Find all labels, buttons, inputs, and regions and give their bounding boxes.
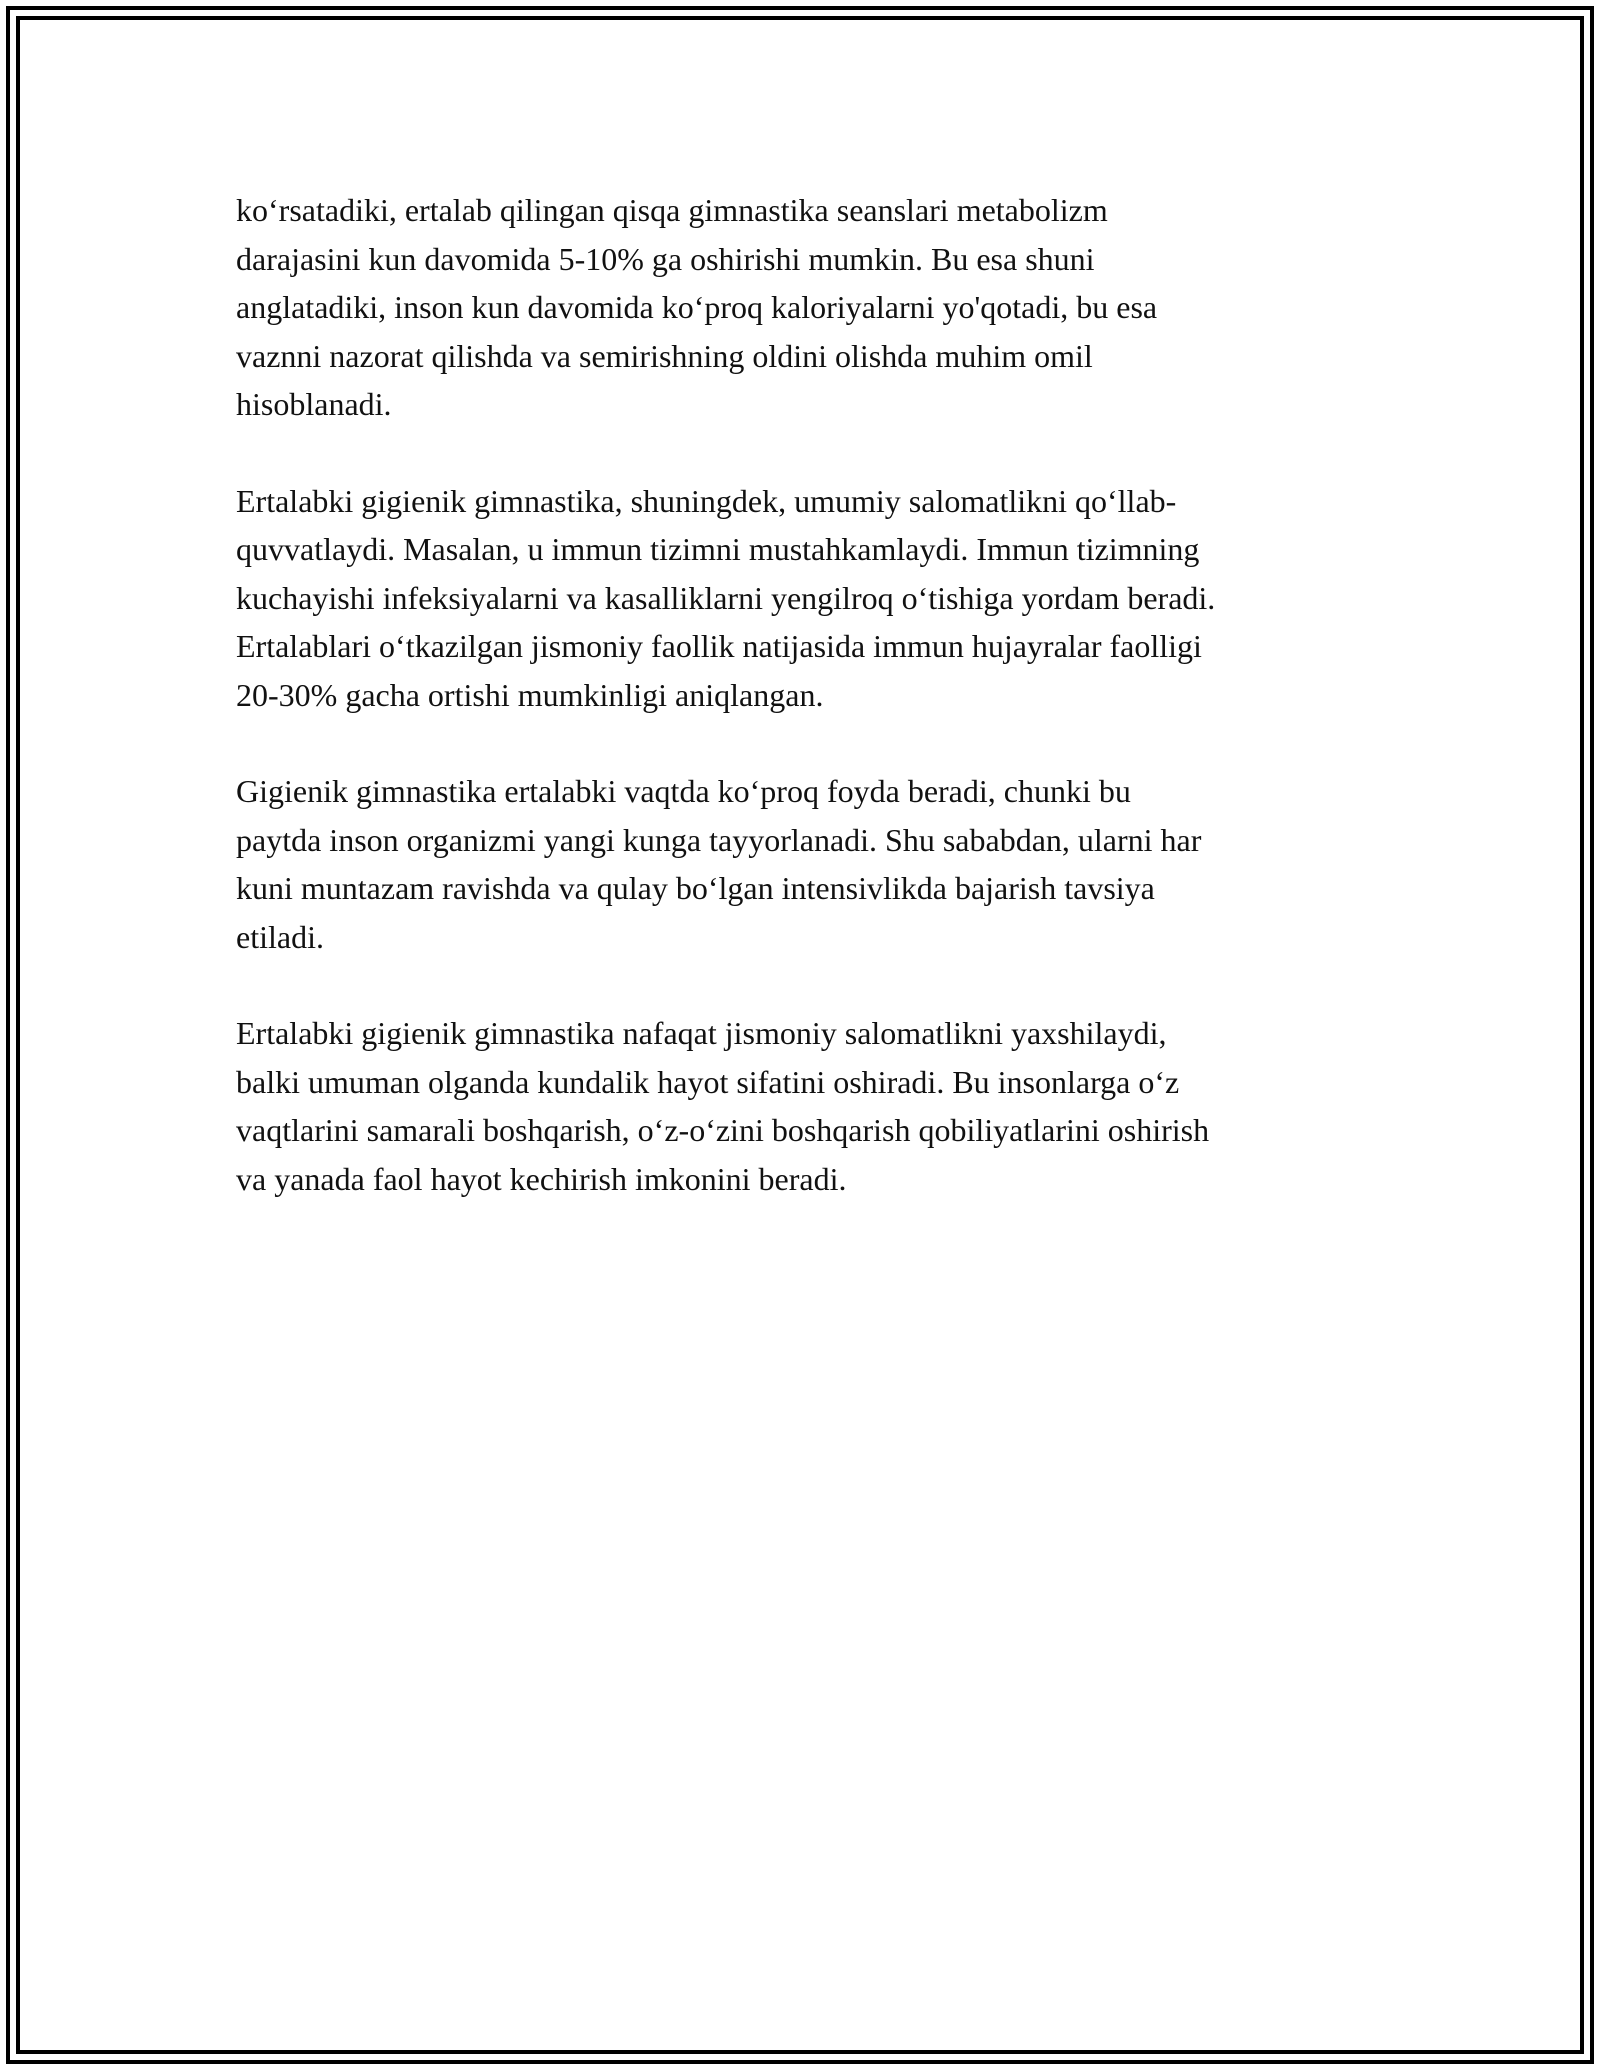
- document-body: [236, 186, 1376, 1251]
- paragraph-immune-system: Ertalabki gigienik gimnastika, shuningdek, umumiy salomatlikni qo‘llab- quvvatlaydi. Masalan, u immun tizimni mustahkamlaydi. Immun tizimning kuchayishi infeksiyalarni va kasalliklarni yengilroq o‘tishiga yordam beradi. Ertalablari o‘tkazilgan jismoniy faollik natijasida immun hujayralar faolligi 20-30% gacha ortishi mumkinligi aniqlangan.: [236, 482, 1216, 713]
- paragraph-morning-timing: Gigienik gimnastika ertalabki vaqtda ko‘proq foyda beradi, chunki bu paytda inson organizmi yangi kunga tayyorlanadi. Shu sababdan, ularni har kuni muntazam ravishda va qulay bo‘lgan intensivlikda bajarish tavsiya etiladi.: [236, 773, 1202, 955]
- paragraph-metabolism: ko‘rsatadiki, ertalab qilingan qisqa gimnastika seanslari metabolizm darajasini kun davomida 5-10% ga oshirishi mumkin. Bu esa shuni anglatadiki, inson kun davomida ko‘proq kaloriyalarni yo'qotadi, bu esa vaznni nazorat qilishda va semirishning oldini olishda muhim omil hisoblanadi.: [236, 192, 1158, 422]
- paragraph-quality-of-life: Ertalabki gigienik gimnastika nafaqat jismoniy salomatlikni yaxshilaydi, balki umuman olganda kundalik hayot sifatini oshiradi. Bu insonlarga o‘z vaqtlarini samarali boshqarish, o‘z-o‘zini boshqarish qobiliyatlarini oshirish va yanada faol hayot kechirish imkonini beradi.: [236, 1015, 1210, 1197]
